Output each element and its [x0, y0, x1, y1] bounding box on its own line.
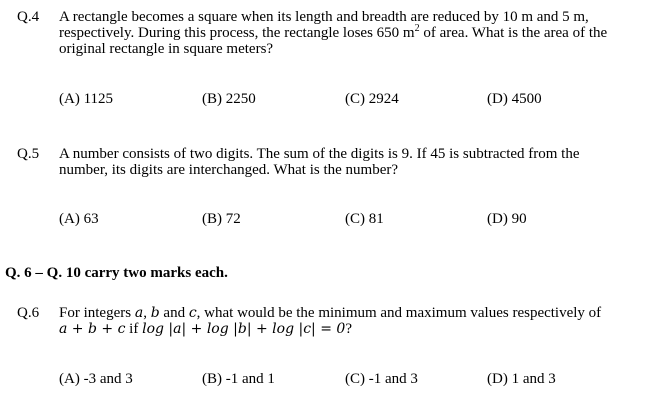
question-text-line: A rectangle becomes a square when its length and breadth are reduced by 10 m and 5 m, [59, 9, 589, 25]
question-text-line: number, its digits are interchanged. What is the number? [59, 162, 399, 178]
option-a[interactable]: (A) -3 and 3 [59, 371, 133, 387]
section-heading: Q. 6 – Q. 10 carry two marks each. [5, 265, 228, 281]
text-segment: ? [345, 321, 352, 337]
text-segment: , what would be the minimum and maximum values respectively of [196, 305, 602, 321]
question-text-line [59, 321, 652, 337]
option-c[interactable]: (C) -1 and 3 [345, 371, 418, 387]
option-a[interactable]: (A) 63 [59, 211, 99, 227]
math-expression: log |a| + log |b| + log |c| = 0 [142, 321, 346, 337]
question-text-line [59, 305, 652, 321]
question-text-line: original rectangle in square meters? [59, 41, 274, 57]
text-segment: , [143, 305, 151, 321]
question-text [59, 9, 652, 57]
options-row [0, 371, 670, 389]
question-number: Q.4 [17, 9, 40, 25]
math-variable: b [150, 305, 160, 321]
math-expression: a + b + c [59, 321, 126, 337]
option-b[interactable]: (B) 72 [202, 211, 241, 227]
question-number: Q.5 [17, 146, 40, 162]
question-text-line: A number consists of two digits. The sum of the digits is 9. If 45 is subtracted from the [59, 146, 580, 162]
option-b[interactable]: (B) -1 and 1 [202, 371, 275, 387]
question-number: Q.6 [17, 305, 40, 321]
options-row [0, 91, 670, 109]
options-row [0, 211, 670, 229]
option-d[interactable]: (D) 4500 [487, 91, 542, 107]
text-segment: and [159, 305, 189, 321]
text-segment: For integers [59, 305, 135, 321]
option-d[interactable]: (D) 1 and 3 [487, 371, 556, 387]
text-segment: respectively. During this process, the rectangle loses 650 m [59, 25, 415, 41]
question-text [59, 146, 652, 178]
text-segment: of area. What is the area of the [419, 25, 608, 41]
superscript: 2 [414, 23, 420, 34]
option-b[interactable]: (B) 2250 [202, 91, 256, 107]
option-a[interactable]: (A) 1125 [59, 91, 114, 107]
text-segment: if [125, 321, 143, 337]
question-text-line [59, 25, 652, 41]
question-text [59, 305, 652, 337]
option-d[interactable]: (D) 90 [487, 211, 527, 227]
option-c[interactable]: (C) 2924 [345, 91, 399, 107]
option-c[interactable]: (C) 81 [345, 211, 384, 227]
math-variable: c [188, 305, 197, 321]
math-variable: a [134, 305, 144, 321]
